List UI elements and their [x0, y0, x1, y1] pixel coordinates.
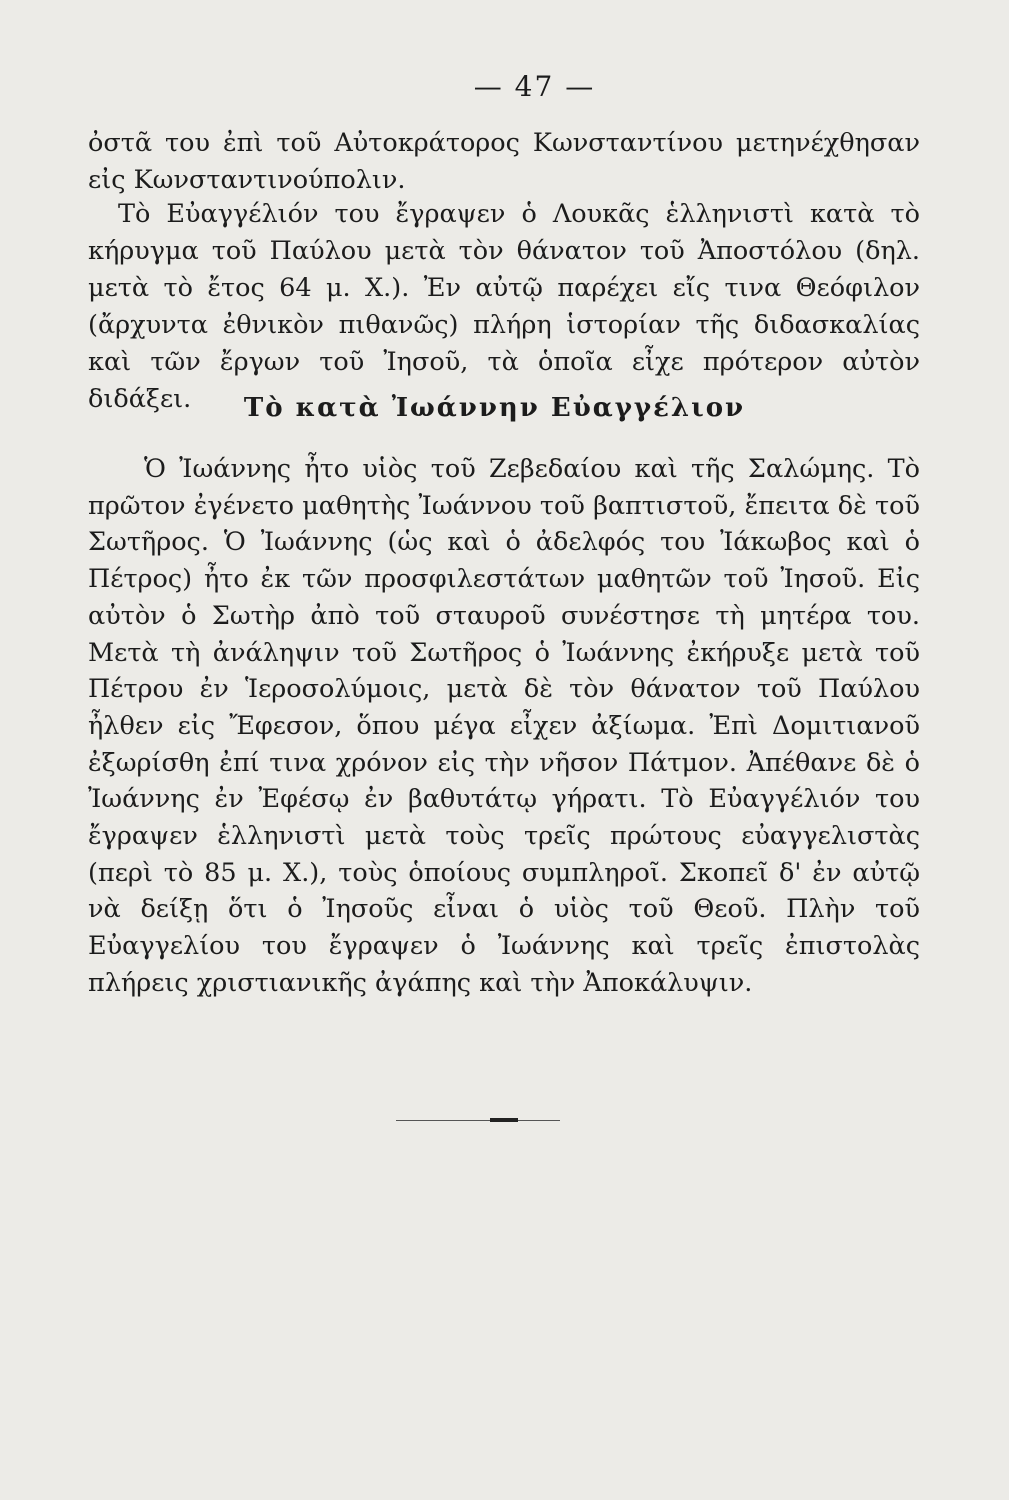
page-number: — 47 —	[473, 70, 596, 103]
paragraph-2: Τὸ Εὐαγγέλιόν του ἔγραψεν ὁ Λουκᾶς ἑλληνιστὶ κατὰ τὸ κήρυγμα τοῦ Παύλου μετὰ τὸν θάνατον τοῦ Ἀποστόλου (δηλ. μετὰ τὸ ἔτος 64 μ. Χ.). Ἐν αὐτῷ παρέχει εἴς τινα Θεόφιλον (ἄρχυντα ἐθνικὸν πιθανῶς) πλήρη ἱστορίαν τῆς διδασκαλίας καὶ τῶν ἔργων τοῦ Ἰησοῦ, τὰ ὁποῖα εἶχε πρότερον αὐτὸν διδάξει.	[88, 199, 920, 414]
paragraph-3: Ὁ Ἰωάννης ἦτο υἱὸς τοῦ Ζεβεδαίου καὶ τῆς Σαλώμης. Τὸ πρῶτον ἐγένετο μαθητὴς Ἰωάννου τοῦ βαπτιστοῦ, ἔπειτα δὲ τοῦ Σωτῆρος. Ὁ Ἰωάννης (ὡς καὶ ὁ ἀδελφός του Ἰάκωβος καὶ ὁ Πέτρος) ἦτο ἐκ τῶν προσφιλεστάτων μαθητῶν τοῦ Ἰησοῦ. Εἰς αὐτὸν ὁ Σωτὴρ ἀπὸ τοῦ σταυροῦ συνέστησε τὴ μητέρα του. Μετὰ τὴ ἀνάληψιν τοῦ Σωτῆρος ὁ Ἰωάννης ἐκήρυξε μετὰ τοῦ Πέτρου ἐν Ἱεροσολύμοις, μετὰ δὲ τὸν θάνατον τοῦ Παύλου ἦλθεν εἰς Ἔφεσον, ὅπου μέγα εἶχεν ἀξίωμα. Ἐπὶ Δομιτιανοῦ ἐξωρίσθη ἐπί τινα χρόνον εἰς τὴν νῆσον Πάτμον. Ἀπέθανε δὲ ὁ Ἰωάννης ἐν Ἐφέσῳ ἐν βαθυτάτῳ γήρατι. Τὸ Εὐαγγέλιόν του ἔγραψεν ἑλληνιστὶ μετὰ τοὺς τρεῖς πρώτους εὐαγγελιστὰς (περὶ τὸ 85 μ. Χ.), τοὺς ὁποίους συμπληροῖ. Σκοπεῖ δ' ἐν αὐτῷ νὰ δείξῃ ὅτι ὁ Ἰησοῦς εἶναι ὁ υἱὸς τοῦ Θεοῦ. Πλὴν τοῦ Εὐαγγελίου του ἔγραψεν ὁ Ἰωάννης καὶ τρεῖς ἐπιστολὰς πλήρεις χριστιανικῆς ἀγάπης καὶ τὴν Ἀποκάλυψιν.	[88, 454, 920, 998]
end-divider-ornament	[490, 1118, 518, 1122]
section-title: Τὸ κατὰ Ἰωάννην Εὐαγγέλιον	[243, 393, 746, 423]
paragraph-1: ὀστᾶ του ἐπὶ τοῦ Αὐτοκράτορος Κωνσταντίνου μετηνέχθησαν εἰς Κωνσταντινούπολιν.	[88, 128, 920, 195]
end-divider	[396, 1120, 560, 1121]
